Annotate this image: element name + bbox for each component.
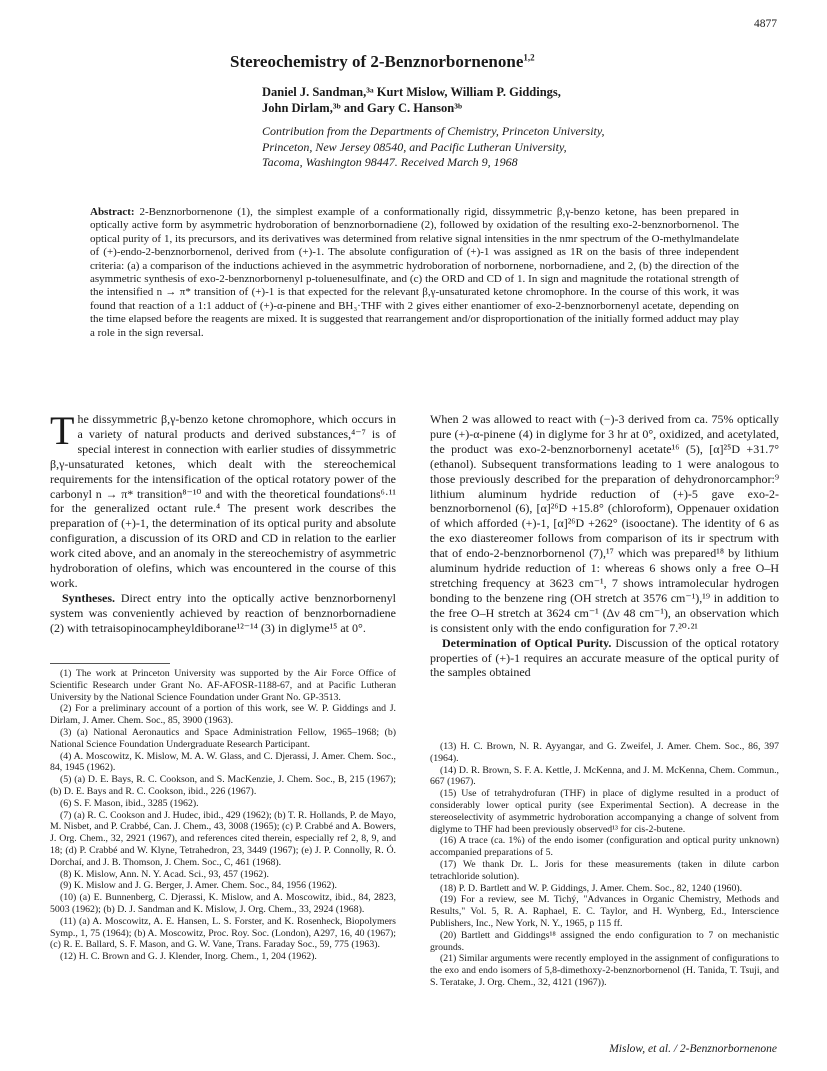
authors-line-2: John Dirlam,³ᵇ and Gary C. Hanson³ᵇ bbox=[262, 101, 463, 115]
footnote: (6) S. F. Mason, ibid., 3285 (1962). bbox=[60, 797, 199, 809]
footnote: (8) K. Mislow, Ann. N. Y. Acad. Sci., 93, 457 (1962). bbox=[60, 868, 269, 880]
optical-purity-heading: Determination of Optical Purity. bbox=[442, 635, 612, 650]
affiliation-line-1: Contribution from the Departments of Chemistry, Princeton University, bbox=[262, 124, 605, 138]
footnote: (15) Use of tetrahydrofuran (THF) in place of diglyme resulted in a product of considerably lower optical purity (see Experimental Section). A decrease in the stereoselectivity of asymmetric hydroboration accompanying a change of solvent from diglyme to THF had been previously observed¹³ for cis-2-butene. bbox=[430, 788, 779, 835]
footnote: (12) H. C. Brown and G. J. Klender, Inorg. Chem., 1, 204 (1962). bbox=[60, 951, 317, 963]
page-number: 4877 bbox=[754, 18, 777, 30]
footnote: (21) Similar arguments were recently employed in the assignment of configurations to the exo and endo isomers of 5,8-dimethoxy-2-benznorbornenol (H. Tanida, T. Tsuji, and S. Teratake, J. Org. Chem., 32, 4121 (1967)). bbox=[430, 953, 779, 988]
footnote-list-left bbox=[50, 668, 396, 963]
authors-line-1: Daniel J. Sandman,³ᵃ Kurt Mislow, William P. Giddings, bbox=[262, 85, 561, 99]
syntheses-heading: Syntheses. bbox=[62, 590, 116, 605]
footnote: (13) H. C. Brown, N. R. Ayyangar, and G. Zweifel, J. Amer. Chem. Soc., 86, 397 (1964). bbox=[430, 741, 779, 764]
footnote: (11) (a) A. Moscowitz, A. E. Hansen, L. S. Forster, and K. Rosenheck, Biopolymers Symp., 1, 75 (1964); (b) A. Moscowitz, Proc. Roy. Soc. (London), A297, 16, 40 (1967); (c) R. E. Ballard, S. F. Mason, and G. W. Vane, Trans. Faraday Soc., 59, 775 (1963). bbox=[50, 915, 396, 951]
affiliation-line-3: Tacoma, Washington 98447. Received March 9, 1968 bbox=[262, 155, 518, 169]
article-title bbox=[230, 52, 535, 72]
optical-purity-paragraph bbox=[430, 636, 779, 681]
footnote: (7) (a) R. C. Cookson and J. Hudec, ibid., 429 (1962); (b) T. R. Hollands, P. de Mayo, M. Nisbet, and P. Crabbé, Can. J. Chem., 43, 3008 (1965); (c) P. Crabbé and A. Bowers, J. Org. Chem., 32, 2921 (1967), and references cited therein, especially ref 2, 8, 9, and 18; (d) P. Crabbé and W. Klyne, Tetrahedron, 23, 3449 (1967); (e) J. P. Connolly, R. Ó. Dorchaí, and J. B. Thomson, J. Chem. Soc., C, 461 (1968). bbox=[50, 809, 396, 868]
footnote: (17) We thank Dr. L. Joris for these measurements (taken in dilute carbon tetrachloride solution). bbox=[430, 858, 779, 882]
footnote: (19) For a review, see M. Tichý, "Advances in Organic Chemistry, Methods and Results," Vol. 5, R. A. Raphael, E. C. Taylor, and H. Wynberg, Ed., Interscience Publishers, Inc., New York, N. Y., 1965, p 115 ff. bbox=[430, 894, 779, 929]
affiliation bbox=[262, 124, 605, 171]
abstract bbox=[90, 206, 739, 340]
footnotes-left bbox=[50, 657, 396, 963]
footnote: (1) The work at Princeton University was supported by the Air Force Office of Scientific Research under Grant No. AF-AFOSR-1188-67, and at Pacific Lutheran University by the National Science Foundation under Grant No. GP-3513. bbox=[50, 668, 396, 703]
footnote: (4) A. Moscowitz, K. Mislow, M. A. W. Glass, and C. Djerassi, J. Amer. Chem. Soc., 84, 1945 (1962). bbox=[50, 750, 396, 774]
drop-cap: T bbox=[50, 408, 75, 453]
affiliation-line-2: Princeton, New Jersey 08540, and Pacific Lutheran University, bbox=[262, 139, 567, 154]
footnote: (9) K. Mislow and J. G. Berger, J. Amer. Chem. Soc., 84, 1956 (1962). bbox=[60, 880, 337, 892]
footnote: (10) (a) E. Bunnenberg, C. Djerassi, K. Mislow, and A. Moscowitz, ibid., 84, 2823, 5003 (1962); (b) D. J. Sandman and K. Mislow, J. Org. Chem., 33, 2924 (1968). bbox=[50, 892, 396, 915]
abstract-label: Abstract: bbox=[90, 206, 135, 218]
syntheses-paragraph bbox=[50, 591, 396, 636]
footnote-list-right bbox=[430, 741, 779, 989]
footnote: (18) P. D. Bartlett and W. P. Giddings, J. Amer. Chem. Soc., 82, 1240 (1960). bbox=[440, 882, 743, 894]
footnote: (5) (a) D. E. Bays, R. C. Cookson, and S. MacKenzie, J. Chem. Soc., B, 215 (1967); (b) D. E. Bays and R. C. Cookson, ibid., 226 (1967). bbox=[50, 774, 396, 797]
left-column bbox=[50, 408, 396, 636]
footnote: (16) A trace (ca. 1%) of the endo isomer (configuration and optical purity unknown) accompanied preparations of 5. bbox=[430, 835, 779, 859]
footnote: (2) For a preliminary account of a portion of this work, see W. P. Giddings and J. Dirlam, J. Amer. Chem. Soc., 85, 3900 (1963). bbox=[50, 703, 396, 727]
title-text: Stereochemistry of 2-Benznorbornenone bbox=[230, 52, 524, 71]
right-column bbox=[430, 412, 779, 680]
running-footer: Mislow, et al. / 2-Benznorbornenone bbox=[609, 1043, 777, 1055]
footnote: (14) D. R. Brown, S. F. A. Kettle, J. McKenna, and J. M. McKenna, Chem. Commun., 667 (1967). bbox=[430, 764, 779, 788]
abstract-text: 2-Benznorbornenone (1), the simplest example of a conformationally rigid, dissymmetric β,γ-benzo ketone, has been prepared in optically active form by asymmetric hydroboration of benznorbornadiene (2), followed by oxidation of the resulting exo-2-benznorbornenol. The optical purity of 1, its precursors, and its derivatives was determined from relative signal intensities in the nmr spectrum of the O-methylmandelate of (+)-endo-2-benznorbornenol, derived from (+)-1. The absolute configuration of (+)-1 was assigned as 1R on the basis of three independent criteria: (a) a comparison of the inductions achieved in the asymmetric hydroboration of norbornene, norbornadiene, and 2, (b) the direction of the asymmetric synthesis of exo-2-benznorbornenyl p-toluenesulfinate, and (c) the ORD and CD of 1. In sign and magnitude the rotational strength of the intensified n → π* transition of (+)-1 is that expected for the relevant β,γ-unsaturated ketone chromophore. In the course of this work, it was found that reaction of a 1:1 adduct of (+)-α-pinene and BH₃·THF with 2 gives either enantiomer of exo-2-benznorbornenyl acetate, depending on the time elapsed before the reagents are mixed. It is suggested that rearrangement and/or disproportionation of the initially formed adduct may play a role in the sign reversal. bbox=[90, 206, 739, 339]
optical-purity-text: Discussion of the optical rotatory properties of (+)-1 requires an accurate measure of the optical purity of the samples obtained bbox=[430, 635, 780, 680]
footnote: (20) Bartlett and Giddings¹⁸ assigned the endo configuration to 7 on mechanistic grounds. bbox=[430, 929, 779, 953]
footnote-divider bbox=[50, 663, 170, 664]
authors bbox=[262, 84, 561, 116]
footnotes-right bbox=[430, 741, 779, 989]
footnote: (3) (a) National Aeronautics and Space Administration Fellow, 1965–1968; (b) National Science Foundation Undergraduate Research Participant. bbox=[50, 726, 396, 750]
synthesis-continued-paragraph: When 2 was allowed to react with (−)-3 derived from ca. 75% optically pure (+)-α-pinene (4) in diglyme for 3 hr at 0°, oxidized, and acetylated, the product was exo-2-benznorbornenyl acetate¹⁶ (5), [α]²⁵D +31.7° (ethanol). Subsequent transformations leading to 1 were analogous to those previously described for the preparation of dehydronorcamphor:⁹ lithium aluminum hydride reduction of (+)-5 gave exo-2-benznorbornenol (6), [α]²⁶D +15.8° (chloroform), Oppenauer oxidation of which afforded (+)-1, [α]²⁶D +262° (isooctane). The identity of 6 as the exo diastereomer follows from comparison of its ir spectrum with that of endo-2-benznorbornenol (7),¹⁷ which was prepared¹⁸ by lithium aluminum hydride reduction of 1: whereas 6 shows only a free O–H stretching frequency at 3623 cm⁻¹, 7 shows intramolecular hydrogen bonding to the benzene ring (OH stretch at 3576 cm⁻¹),¹⁹ in addition to the free O–H stretch at 3624 cm⁻¹ (Δν 48 cm⁻¹), an observation which is consistent only with the endo configuration for 7.²⁰·²¹ bbox=[430, 412, 779, 635]
syntheses-text: Direct entry into the optically active benznorbornenyl system was conveniently achieved by reaction of benznorbornadiene (2) with tetraisopinocampheyldiborane¹²⁻¹⁴ (3) in diglyme¹⁵ at 0°. bbox=[50, 590, 396, 635]
intro-paragraph bbox=[50, 408, 396, 591]
intro-text: he dissymmetric β,γ-benzo ketone chromophore, which occurs in a variety of natural products and derived substances,⁴⁻⁷ is of special interest in connection with earlier studies of dissymmetric β,γ-unsaturated ketones, which dealt with the stereochemical requirements for the intensification of the optical rotatory power of the carbonyl n → π* transition⁸⁻¹⁰ and with the theoretical foundations⁶·¹¹ for the generalized octant rule.⁴ The present work describes the preparation of (+)-1, the determination of its optical purity and absolute configuration, a discussion of its ORD and CD in relation to the earlier work cited above, and an anomaly in the stereochemistry of asymmetric hydroboration of olefins, which was encountered in the course of this work. bbox=[50, 412, 396, 590]
title-superscript: 1,2 bbox=[523, 52, 535, 63]
